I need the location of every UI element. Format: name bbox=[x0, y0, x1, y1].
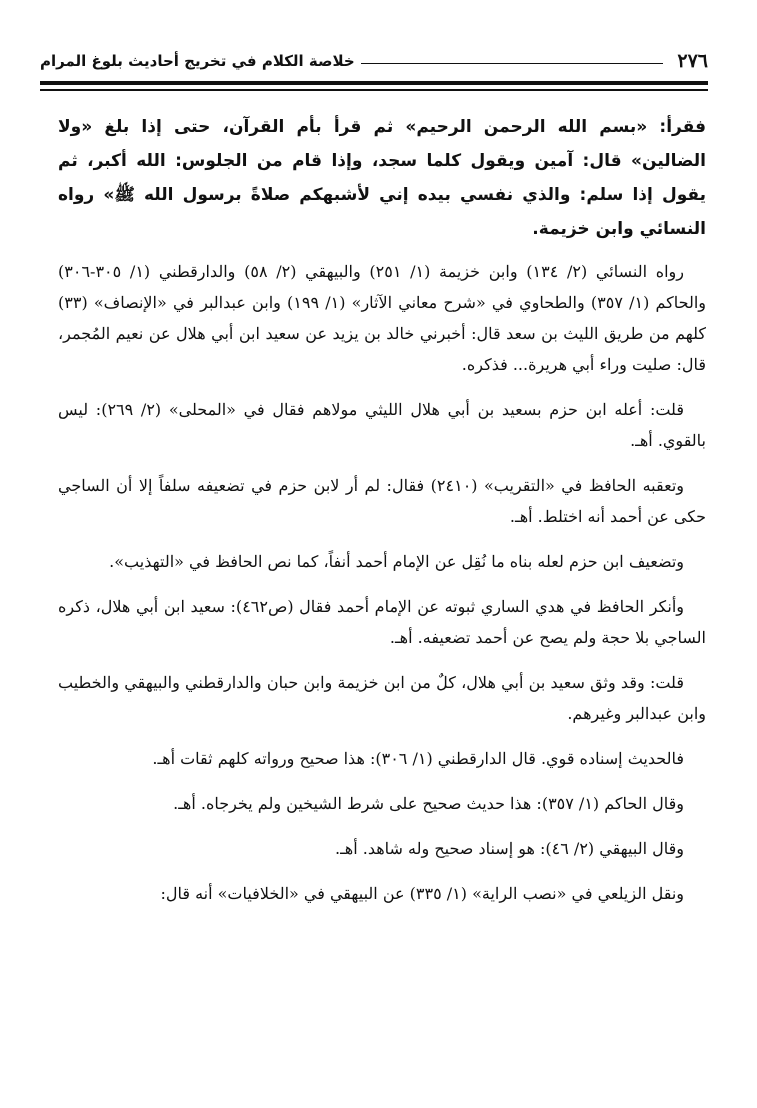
book-title: خلاصة الكلام في تخريج أحاديث بلوغ المرام bbox=[40, 52, 355, 70]
grading-paragraph: فالحديث إسناده قوي. قال الدارقطني (١/ ٣٠٦): هذا صحيح ورواته كلهم ثقات أهـ. bbox=[152, 749, 684, 768]
grading-paragraph: ونقل الزيلعي في «نصب الراية» (١/ ٣٣٥) عن البيهقي في «الخلافيات» أنه قال: bbox=[160, 884, 684, 903]
commentary-paragraph: وتضعيف ابن حزم لعله بناه ما نُقِل عن الإمام أحمد أنفاً، كما نص الحافظ في «التهذيب». bbox=[109, 552, 684, 571]
page-body bbox=[58, 110, 706, 909]
takhrij-paragraph: رواه النسائي (٢/ ١٣٤) وابن خزيمة (١/ ٢٥١) والبيهقي (٢/ ٥٨) والدارقطني (١/ ٣٠٥-٣٠٦) والحاكم (١/ ٣٥٧) والطحاوي في «شرح معاني الآثار» (١/ ١٩٩) وابن عبدالبر في «الإنصاف» (٣٣) كلهم من طريق الليث بن سعد قال: أخبرني خالد بن يزيد عن سعيد ابن أبي هلال عن نعيم المُجمر، قال: صليت وراء أبي هريرة... فذكره. bbox=[58, 262, 707, 374]
grading-paragraph: وقال البيهقي (٢/ ٤٦): هو إسناد صحيح وله شاهد. أهـ. bbox=[335, 839, 684, 858]
page-header bbox=[40, 44, 708, 78]
page-number: ٢٧٦ bbox=[677, 50, 708, 72]
header-rule-thin bbox=[40, 89, 708, 91]
header-dash bbox=[361, 63, 664, 64]
commentary-paragraph: قلت: وقد وثق سعيد بن أبي هلال، كلٌ من ابن خزيمة وابن حبان والدارقطني والبيهقي والخطيب وابن عبدالبر وغيرهم. bbox=[58, 673, 706, 723]
header-rule-thick bbox=[40, 81, 708, 85]
commentary-paragraph: وأنكر الحافظ في هدي الساري ثبوته عن الإمام أحمد فقال (ص٤٦٢): سعيد ابن أبي هلال، ذكره الساجي بلا حجة ولم يصح عن أحمد تضعيفه. أهـ. bbox=[58, 597, 706, 647]
commentary-paragraph: وتعقبه الحافظ في «التقريب» (٢٤١٠) فقال: لم أر لابن حزم في تضعيفه سلفاً إلا أن الساجي حكى عن أحمد أنه اختلط. أهـ. bbox=[58, 476, 706, 526]
hadith-text: فقرأ: «بسم الله الرحمن الرحيم» ثم قرأ بأم القرآن، حتى إذا بلغ «ولا الضالين» قال: آمين ويقول كلما سجد، وإذا قام من الجلوس: الله أكبر، ثم يقول إذا سلم: والذي نفسي بيده إني لأشبهكم صلاةً برسول الله ﷺ» رواه النسائي وابن خزيمة. bbox=[58, 117, 706, 239]
commentary-paragraph: قلت: أعله ابن حزم بسعيد بن أبي هلال الليثي مولاهم فقال في «المحلى» (٢/ ٢٦٩): ليس بالقوي. أهـ. bbox=[58, 400, 706, 450]
grading-paragraph: وقال الحاكم (١/ ٣٥٧): هذا حديث صحيح على شرط الشيخين ولم يخرجاه. أهـ. bbox=[173, 794, 684, 813]
